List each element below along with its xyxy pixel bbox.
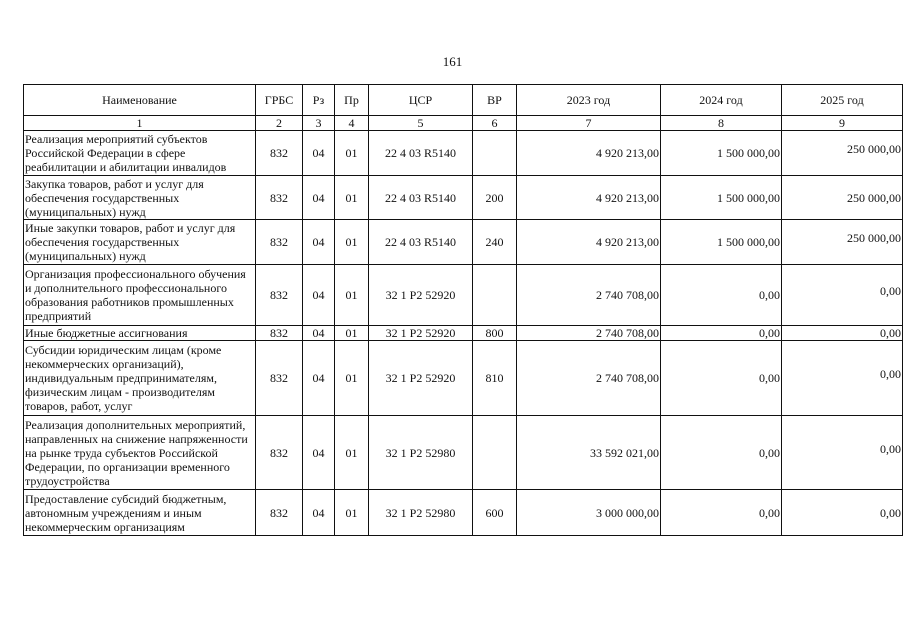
row-rz: 04	[303, 490, 335, 536]
column-number: 4	[335, 116, 369, 131]
row-2023: 4 920 213,00	[517, 131, 661, 176]
row-2025	[782, 131, 903, 176]
table-row	[24, 176, 903, 220]
row-2025-value: 250 000,00	[847, 142, 901, 156]
row-pr: 01	[335, 131, 369, 176]
row-name: Реализация дополнительных мероприятий, направленных на снижение напряженности на рынке труда субъектов Российской Федерации, по организации временного трудоустройства	[24, 416, 256, 490]
row-grbs: 832	[256, 176, 303, 220]
row-2023: 33 592 021,00	[517, 416, 661, 490]
row-2024: 1 500 000,00	[661, 131, 782, 176]
row-vr	[473, 265, 517, 326]
row-pr: 01	[335, 416, 369, 490]
row-2023: 4 920 213,00	[517, 220, 661, 265]
row-name: Организация профессионального обучения и дополнительного профессионального образования работников промышленных предприятий	[24, 265, 256, 326]
row-grbs: 832	[256, 490, 303, 536]
row-pr: 01	[335, 176, 369, 220]
row-grbs: 832	[256, 326, 303, 341]
header-grbs: ГРБС	[256, 85, 303, 116]
row-csr: 22 4 03 R5140	[369, 131, 473, 176]
row-2025: 250 000,00	[782, 176, 903, 220]
row-grbs: 832	[256, 341, 303, 416]
row-pr: 01	[335, 220, 369, 265]
row-grbs: 832	[256, 416, 303, 490]
column-number: 9	[782, 116, 903, 131]
row-2025: 0,00	[782, 490, 903, 536]
row-vr: 200	[473, 176, 517, 220]
row-rz: 04	[303, 265, 335, 326]
row-2024: 0,00	[661, 326, 782, 341]
row-2023: 2 740 708,00	[517, 265, 661, 326]
column-number-row	[24, 116, 903, 131]
page-number: 161	[442, 54, 463, 69]
header-2023: 2023 год	[517, 85, 661, 116]
row-vr	[473, 416, 517, 490]
row-2024: 1 500 000,00	[661, 176, 782, 220]
row-2025	[782, 416, 903, 490]
table-row	[24, 220, 903, 265]
row-2025-value: 250 000,00	[847, 231, 901, 245]
row-2024: 0,00	[661, 265, 782, 326]
row-2023: 4 920 213,00	[517, 176, 661, 220]
row-pr: 01	[335, 326, 369, 341]
row-pr: 01	[335, 265, 369, 326]
header-rz: Рз	[303, 85, 335, 116]
row-vr: 800	[473, 326, 517, 341]
row-vr	[473, 131, 517, 176]
row-2023: 2 740 708,00	[517, 341, 661, 416]
header-name: Наименование	[24, 85, 256, 116]
row-2024: 0,00	[661, 416, 782, 490]
header-row	[24, 85, 903, 116]
row-2025	[782, 265, 903, 326]
row-2023: 2 740 708,00	[517, 326, 661, 341]
row-rz: 04	[303, 220, 335, 265]
row-rz: 04	[303, 341, 335, 416]
row-2024: 0,00	[661, 490, 782, 536]
row-rz: 04	[303, 326, 335, 341]
column-number: 6	[473, 116, 517, 131]
table-row	[24, 326, 903, 341]
row-name: Закупка товаров, работ и услуг для обеспечения государственных (муниципальных) нужд	[24, 176, 256, 220]
header-vr: ВР	[473, 85, 517, 116]
row-pr: 01	[335, 490, 369, 536]
row-rz: 04	[303, 176, 335, 220]
header-csr: ЦСР	[369, 85, 473, 116]
row-csr: 32 1 P2 52920	[369, 341, 473, 416]
row-2024: 0,00	[661, 341, 782, 416]
row-2025	[782, 220, 903, 265]
row-csr: 32 1 P2 52920	[369, 326, 473, 341]
column-number: 7	[517, 116, 661, 131]
column-number: 8	[661, 116, 782, 131]
row-vr: 240	[473, 220, 517, 265]
column-number: 5	[369, 116, 473, 131]
table-row	[24, 416, 903, 490]
column-number: 2	[256, 116, 303, 131]
row-csr: 32 1 P2 52980	[369, 416, 473, 490]
row-grbs: 832	[256, 220, 303, 265]
row-name: Предоставление субсидий бюджетным, автономным учреждениям и иным некоммерческим организациям	[24, 490, 256, 536]
row-csr: 22 4 03 R5140	[369, 220, 473, 265]
row-name: Субсидии юридическим лицам (кроме некоммерческих организаций), индивидуальным предпринимателям, физическим лицам - производителям товаров, работ, услуг	[24, 341, 256, 416]
header-pr: Пр	[335, 85, 369, 116]
row-csr: 22 4 03 R5140	[369, 176, 473, 220]
column-number: 3	[303, 116, 335, 131]
header-2024: 2024 год	[661, 85, 782, 116]
row-vr: 810	[473, 341, 517, 416]
row-2024: 1 500 000,00	[661, 220, 782, 265]
column-number: 1	[24, 116, 256, 131]
header-2025: 2025 год	[782, 85, 903, 116]
row-2025: 0,00	[782, 326, 903, 341]
row-csr: 32 1 P2 52980	[369, 490, 473, 536]
row-name: Реализация мероприятий субъектов Российской Федерации в сфере реабилитации и абилитации инвалидов	[24, 131, 256, 176]
row-2025-value: 0,00	[880, 284, 901, 298]
table-row	[24, 490, 903, 536]
row-name: Иные закупки товаров, работ и услуг для обеспечения государственных (муниципальных) нужд	[24, 220, 256, 265]
row-vr: 600	[473, 490, 517, 536]
row-csr: 32 1 P2 52920	[369, 265, 473, 326]
table-row	[24, 265, 903, 326]
row-2025-value: 0,00	[880, 367, 901, 381]
row-pr: 01	[335, 341, 369, 416]
row-rz: 04	[303, 416, 335, 490]
table-row	[24, 131, 903, 176]
row-grbs: 832	[256, 131, 303, 176]
row-rz: 04	[303, 131, 335, 176]
budget-table	[23, 84, 903, 536]
row-2025	[782, 341, 903, 416]
table-row	[24, 341, 903, 416]
row-2023: 3 000 000,00	[517, 490, 661, 536]
row-2025-value: 0,00	[880, 441, 901, 456]
row-grbs: 832	[256, 265, 303, 326]
row-name: Иные бюджетные ассигнования	[24, 326, 256, 341]
